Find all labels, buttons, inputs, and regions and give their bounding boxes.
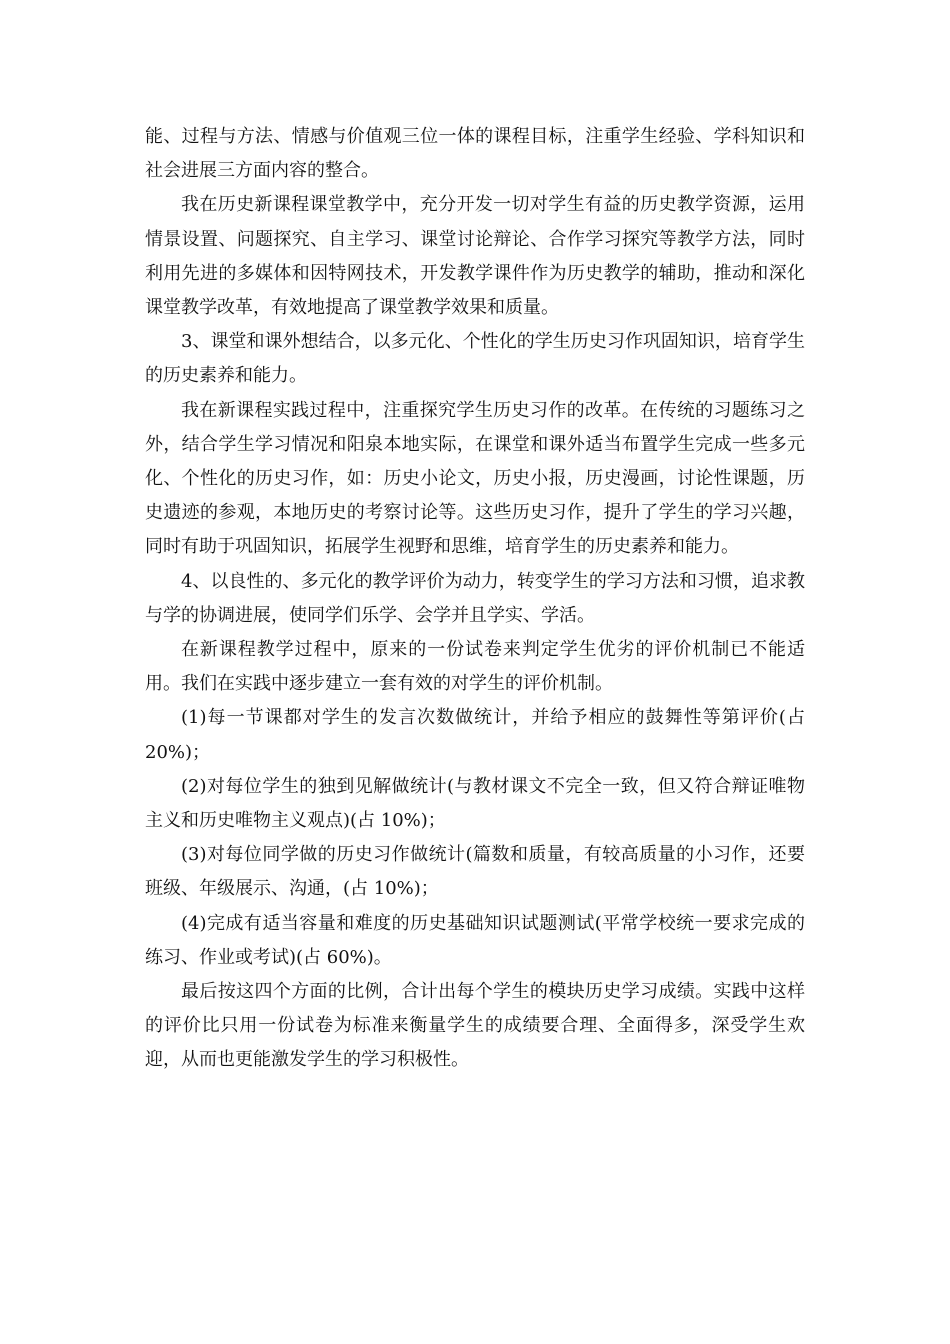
paragraph-point-4-heading: 4、以良性的、多元化的教学评价为动力，转变学生的学习方法和习惯，追求教与学的协调进展，使同学们乐学、会学并且学实、学活。 — [145, 570, 805, 626]
document-body — [145, 120, 805, 1078]
paragraph-continued-intro: 能、过程与方法、情感与价值观三位一体的课程目标，注重学生经验、学科知识和社会进展三方面内容的整合。 — [145, 126, 805, 182]
paragraph-conclusion: 最后按这四个方面的比例，合计出每个学生的模块历史学习成绩。实践中这样的评价比只用一份试卷为标准来衡量学生的成绩要合理、全面得多，深受学生欢迎，从而也更能激发学生的学习积极性。 — [145, 981, 805, 1071]
paragraph-point-3-heading: 3、课堂和课外想结合，以多元化、个性化的学生历史习作巩固知识，培育学生的历史素养和能力。 — [145, 331, 805, 387]
list-item-evaluation-3: (3)对每位同学做的历史习作做统计(篇数和质量，有较高质量的小习作，还要班级、年级展示、沟通，(占 10%)； — [145, 844, 805, 900]
list-item-evaluation-1: (1)每一节课都对学生的发言次数做统计，并给予相应的鼓舞性等第评价(占 20%)； — [145, 707, 805, 763]
paragraph-history-assignments: 我在新课程实践过程中，注重探究学生历史习作的改革。在传统的习题练习之外，结合学生学习情况和阳泉本地实际，在课堂和课外适当布置学生完成一些多元化、个性化的历史习作，如：历史小论文，历史小报，历史漫画，讨论性课题，历史遗迹的参观，本地历史的考察讨论等。这些历史习作，提升了学生的学习兴趣，同时有助于巩固知识，拓展学生视野和思维，培育学生的历史素养和能力。 — [145, 399, 805, 558]
list-item-evaluation-4: (4)完成有适当容量和难度的历史基础知识试题测试(平常学校统一要求完成的练习、作业或考试)(占 60%)。 — [145, 912, 805, 968]
paragraph-evaluation-mechanism: 在新课程教学过程中，原来的一份试卷来判定学生优劣的评价机制已不能适用。我们在实践中逐步建立一套有效的对学生的评价机制。 — [145, 639, 805, 695]
list-item-evaluation-2: (2)对每位学生的独到见解做统计(与教材课文不完全一致，但又符合辩证唯物主义和历史唯物主义观点)(占 10%)； — [145, 775, 805, 832]
paragraph-teaching-resources: 我在历史新课程课堂教学中，充分开发一切对学生有益的历史教学资源，运用情景设置、问题探究、自主学习、课堂讨论辩论、合作学习探究等教学方法，同时利用先进的多媒体和因特网技术，开发教学课件作为历史教学的辅助，推动和深化课堂教学改革，有效地提高了课堂教学效果和质量。 — [145, 194, 805, 319]
